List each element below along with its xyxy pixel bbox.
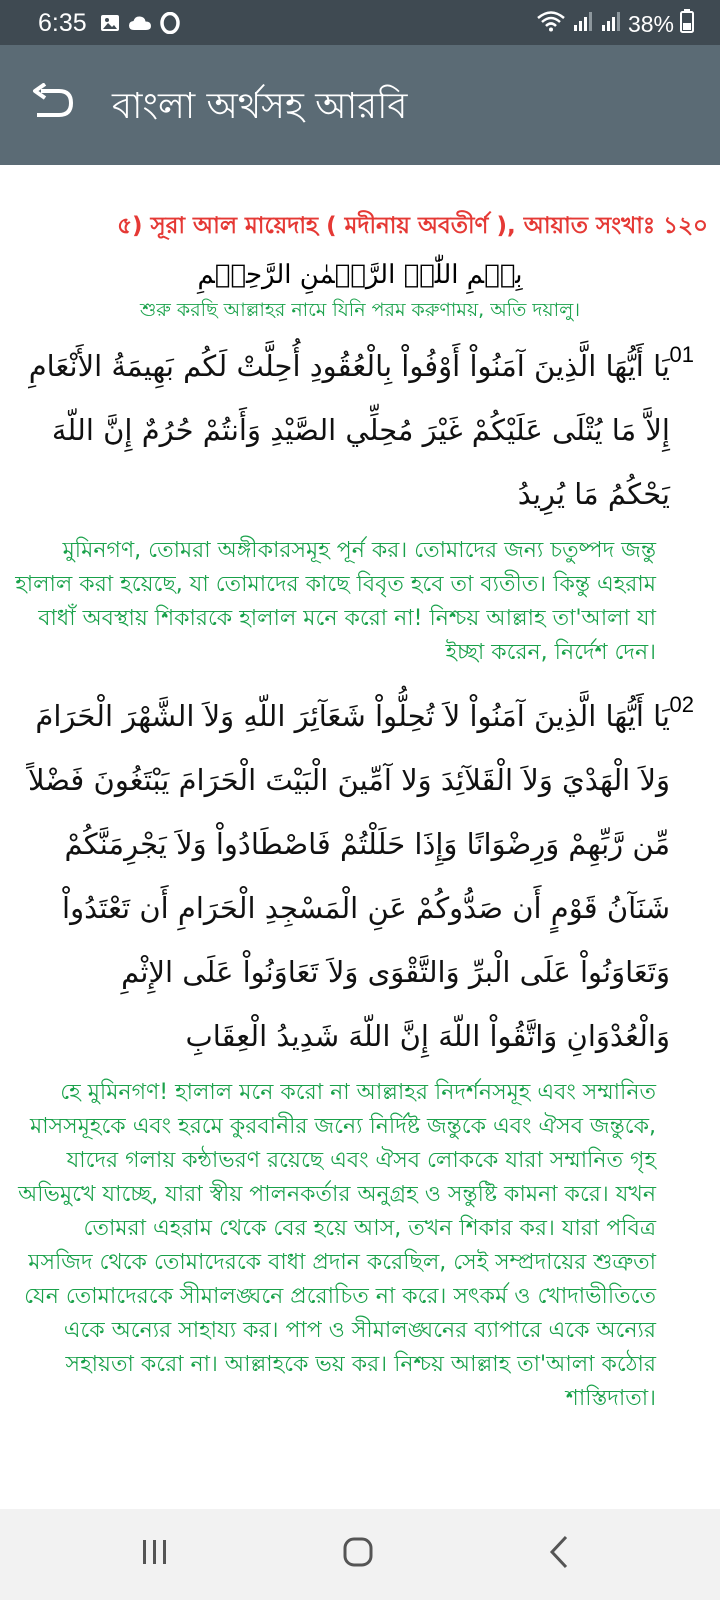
bismillah-arabic: بِسۡمِ اللّٰہِ الرَّحۡمٰنِ الرَّحِیۡمِ	[197, 260, 523, 290]
image-icon	[100, 13, 120, 37]
recents-button[interactable]	[120, 1529, 190, 1579]
battery-icon	[680, 9, 694, 39]
recents-icon	[140, 1538, 170, 1570]
nav-back-button[interactable]	[524, 1529, 594, 1579]
battery-level: 38%	[627, 10, 674, 37]
back-button[interactable]	[22, 77, 82, 133]
verse-item[interactable]	[0, 684, 720, 1424]
status-bar	[0, 0, 720, 45]
verse-number: 02	[669, 692, 694, 717]
surah-header: ৫) সূরা আল মায়েদাহ ( মদীনায় অবতীর্ণ ), আয়াত সংখাঃ ১২০	[117, 213, 708, 239]
verse-number: 01	[669, 342, 694, 367]
page-title: বাংলা অর্থসহ আরবি	[112, 86, 408, 127]
home-icon	[342, 1536, 374, 1572]
status-notification-icons	[100, 12, 180, 38]
status-time: 6:35	[38, 9, 87, 37]
surah-content[interactable]	[0, 195, 720, 1509]
app-bar	[0, 45, 720, 165]
signal-icon	[572, 10, 594, 38]
undo-arrow-icon	[29, 83, 75, 127]
back-icon	[548, 1535, 570, 1573]
home-button[interactable]	[323, 1529, 393, 1579]
verse-translation: মুমিনগণ, তোমরা অঙ্গীকারসমূহ পূর্ন কর। তোমাদের জন্য চতুষ্পদ জন্তু হালাল করা হয়েছে, যা তোমাদের কাছে বিবৃত হবে তা ব্যতীত। কিন্তু এহরাম বাধাঁ অবস্থায় শিকারকে হালাল মনে করো না! নিশ্চয় আল্লাহ তা'আলা যা ইচ্ছা করেন, নির্দেশ দেন।	[15, 538, 656, 665]
verse-translation: হে মুমিনগণ! হালাল মনে করো না আল্লাহর নিদর্শনসমূহ এবং সম্মানিত মাসসমূহকে এবং হরমে কুরবানীর জন্যে নির্দিষ্ট জন্তুকে এবং ঐসব জন্তুকে, যাদের গলায় কন্ঠাভরণ রয়েছে এবং ঐসব লোককে যারা সম্মানিত গৃহ অভিমুখে যাচ্ছে, যারা স্বীয় পালনকর্তার অনুগ্রহ ও সন্তুষ্টি কামনা করে। যখন তোমরা এহরাম থেকে বের হয়ে আস, তখন শিকার কর। যারা পবিত্র মসজিদ থেকে তোমাদেরকে বাধা প্রদান করেছিল, সেই সম্প্রদায়ের শুত্রুতা যেন তোমাদেরকে সীমালঙ্ঘনে প্ররোচিত না করে। সৎকর্ম ও খোদাভীতিতে একে অন্যের সাহায্য কর। পাপ ও সীমালঙ্ঘনের ব্যাপারে একে অন্যের সহায়তা করো না। আল্লাহকে ভয় কর। নিশ্চয় আল্লাহ তা'আলা কঠোর শাস্তিদাতা।	[18, 1080, 656, 1411]
bismillah-translation: শুরু করছি আল্লাহর নামে যিনি পরম করুণাময়, অতি দয়ালু।	[139, 299, 581, 321]
verse-arabic: يَا أَيُّهَا الَّذِينَ آمَنُواْ أَوْفُواْ بِالْعُقُودِ أُحِلَّتْ لَكُم بَهِيمَةُ الأَنْعَامِ إِلاَّ مَا يُتْلَى عَلَيْكُمْ غَيْرَ مُحِلِّي الصَّيْدِ وَأَنتُمْ حُرُمٌ إِنَّ اللّهَ يَحْكُمُ مَا يُرِيدُ	[28, 349, 670, 511]
system-nav-bar	[0, 1509, 720, 1600]
signal-icon	[600, 10, 622, 38]
wifi-icon	[536, 10, 566, 38]
verse-arabic: يَا أَيُّهَا الَّذِينَ آمَنُواْ لاَ تُحِلُّواْ شَعَآئِرَ اللّهِ وَلاَ الشَّهْرَ الْحَرَامَ وَلاَ الْهَدْيَ وَلاَ الْقَلآئِدَ وَلا آمِّينَ الْبَيْتَ الْحَرَامَ يَبْتَغُونَ فَضْلاً مِّن رَّبِّهِمْ وَرِضْوَانًا وَإِذَا حَلَلْتُمْ فَاصْطَادُواْ وَلاَ يَجْرِمَنَّكُمْ شَنَآنُ قَوْمٍ أَن صَدُّوكُمْ عَنِ الْمَسْجِدِ الْحَرَامِ أَن تَعْتَدُواْ وَتَعَاوَنُواْ عَلَى الْبرِّ وَالتَّقْوَى وَلاَ تَعَاوَنُواْ عَلَى الإِثْمِ وَالْعُدْوَانِ وَاتَّقُواْ اللّهَ إِنَّ اللّهَ شَدِيدُ الْعِقَابِ	[27, 699, 670, 1053]
opera-icon	[160, 12, 180, 38]
status-system-icons	[536, 9, 694, 39]
verse-item[interactable]	[0, 334, 720, 678]
cloud-icon	[128, 13, 152, 37]
